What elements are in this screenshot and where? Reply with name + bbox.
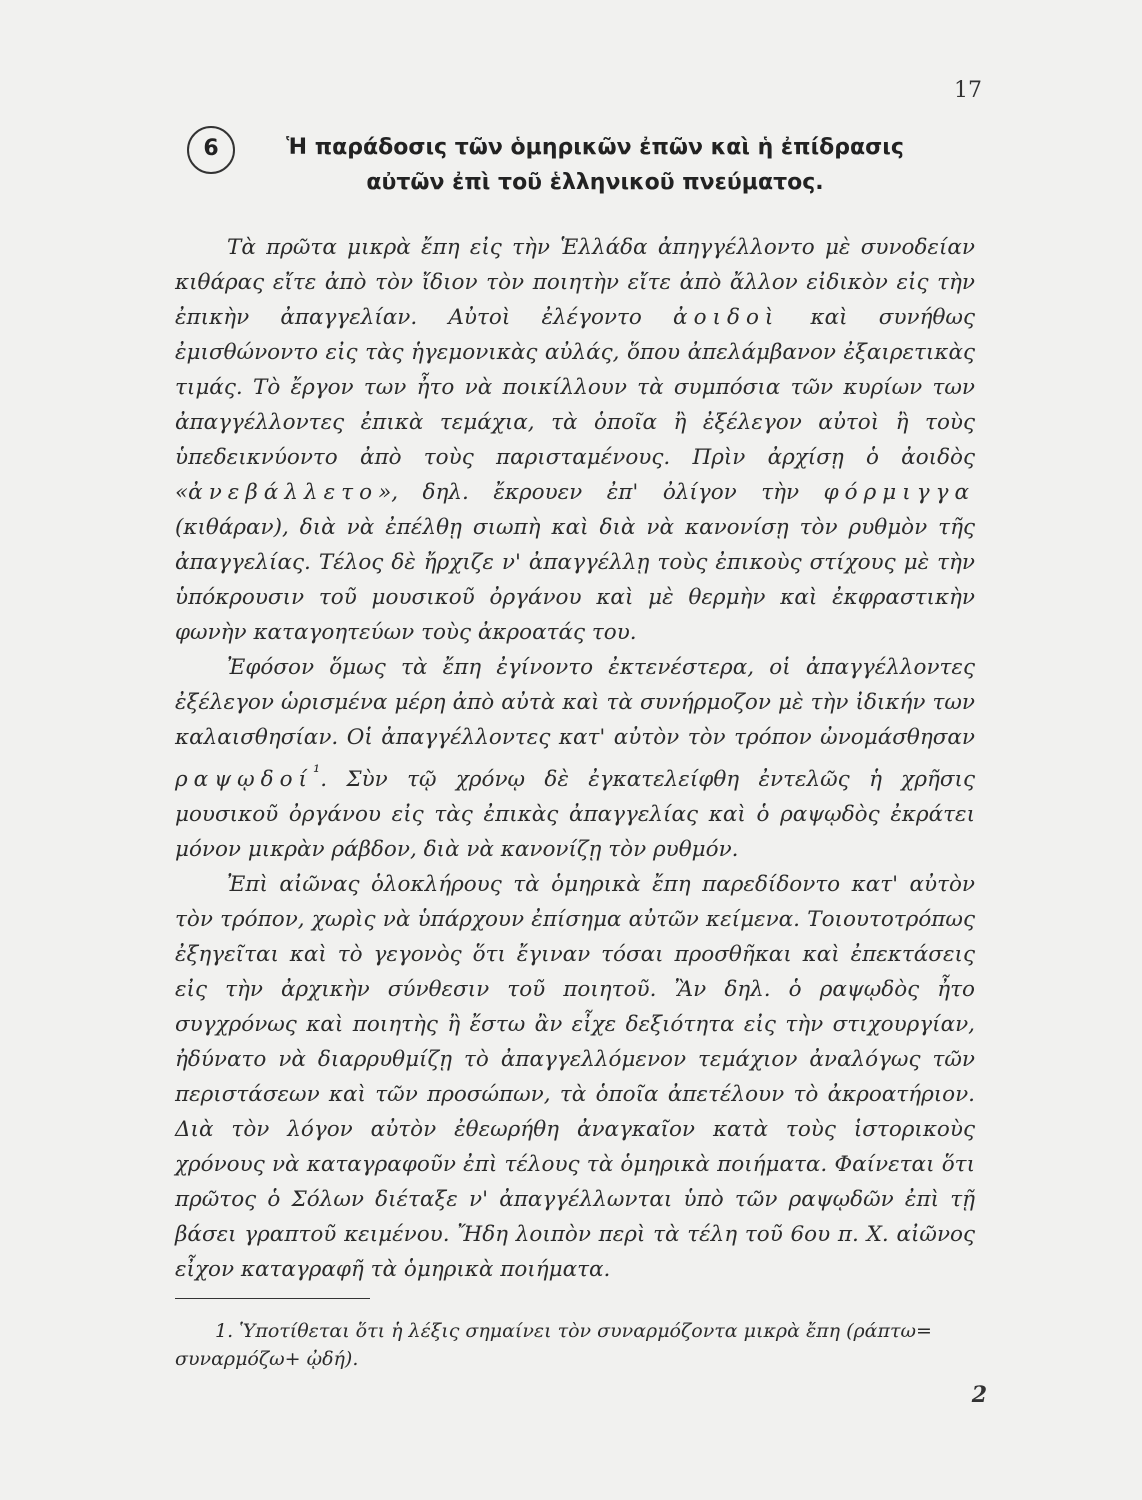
footnote-ref: ¹ — [313, 762, 321, 783]
paragraph-1 — [175, 230, 975, 650]
section-title-line-2: αὐτῶν ἐπὶ τοῦ ἑλληνικοῦ πνεύματος. — [366, 170, 824, 195]
paragraph-2-text-a: Ἐφόσον ὅμως τὰ ἔπη ἐγίνοντο ἐκτενέστερα, οἱ ἀπαγγέλλοντες ἐξέλεγον ὡρισμένα μέρη ἀπὸ αὐτὰ καὶ τὰ συνήρμοζον μὲ τὴν ἰδικήν των καλαισθησίαν. Οἱ ἀπαγγέλλοντες κατ' αὐτὸν τὸν τρόπον ὠνομάσθησαν — [175, 655, 975, 750]
section-title-line-1: Ἡ παράδοσις τῶν ὁμηρικῶν ἐπῶν καὶ ἡ ἐπίδρασις — [286, 135, 904, 160]
term-rhapsodoi: ραψῳδοί — [175, 767, 314, 793]
term-phorminga: φόρμιγγα — [823, 480, 975, 505]
paragraph-2 — [175, 650, 975, 867]
paragraph-1-text-e: », δηλ. ἔκρουεν ἐπ' ὀλίγον τὴν — [378, 480, 824, 505]
footnote — [175, 1317, 975, 1373]
section-title — [215, 130, 975, 200]
footnote-line-2: συναρμόζω+ ᾠδή). — [175, 1348, 359, 1370]
paragraph-1-text-g: (κιθάραν), διὰ νὰ ἐπέλθῃ σιωπὴ καὶ διὰ νὰ κανονίσῃ τὸν ρυθμὸν τῆς ἀπαγγελίας. Τέλος δὲ ἤρχιζε ν' ἀπαγγέλλῃ τοὺς ἐπικοὺς στίχους μὲ τὴν ὑπόκρουσιν τοῦ μουσικοῦ ὀργάνου καὶ μὲ θερμὴν καὶ ἐκφραστικὴν φωνὴν καταγοητεύων τοὺς ἀκροατάς του. — [175, 515, 975, 645]
paragraph-2-text-d: . Σὺν τῷ χρόνῳ δὲ ἐγκατελείφθη ἐντελῶς ἡ χρῆσις μουσικοῦ ὀργάνου εἰς τὰς ἐπικὰς ἀπαγγελίας καὶ ὁ ραψῳδὸς ἐκράτει μόνον μικρὰν ράβδον, διὰ νὰ κανονίζῃ τὸν ρυθμόν. — [175, 767, 975, 863]
paragraph-1-text-a: Τὰ πρῶτα μικρὰ ἔπη εἰς τὴν Ἑλλάδα ἀπηγγέλλοντο μὲ συνοδείαν κιθάρας εἴτε ἀπὸ τὸν ἴδιον τὸν ποιητὴν εἴτε ἀπὸ ἄλλον εἰδικὸν εἰς τὴν ἐπικὴν ἀπαγγελίαν. Αὐτοὶ ἐλέγοντο — [175, 235, 975, 330]
term-aoidoi: ἀοιδοὶ — [673, 305, 780, 330]
body-text — [175, 230, 975, 1287]
page-number: 17 — [954, 78, 982, 103]
section-heading — [203, 130, 975, 200]
footnote-line-1: 1. Ὑποτίθεται ὅτι ἡ λέξις σημαίνει τὸν συναρμόζοντα μικρὰ ἔπη (ράπτω= — [215, 1320, 932, 1342]
paragraph-1-text-c: καὶ συνήθως ἐμισθώνοντο εἰς τὰς ἡγεμονικὰς αὐλάς, ὅπου ἀπελάμβανον ἐξαιρετικὰς τιμάς. Τὸ ἔργον των ἦτο νὰ ποικίλλουν τὰ συμπόσια τῶν κυρίων των ἀπαγγέλλοντες ἐπικὰ τεμάχια, τὰ ὁποῖα ἢ ἐξέλεγον αὐτοὶ ἢ τοὺς ὑπεδεικνύοντο ἀπὸ τοὺς παρισταμένους. Πρὶν ἀρχίσῃ ὁ ἀοιδὸς « — [175, 305, 975, 505]
term-aneballeto: ἀνεβάλλετο — [188, 480, 379, 505]
paragraph-3: Ἐπὶ αἰῶνας ὁλοκλήρους τὰ ὁμηρικὰ ἔπη παρεδίδοντο κατ' αὐτὸν τὸν τρόπον, χωρὶς νὰ ὑπάρχουν ἐπίσημα αὐτῶν κείμενα. Τοιουτοτρόπως ἐξηγεῖται καὶ τὸ γεγονὸς ὅτι ἔγιναν τόσαι προσθῆκαι καὶ ἐπεκτάσεις εἰς τὴν ἀρχικὴν σύνθεσιν τοῦ ποιητοῦ. Ἂν δηλ. ὁ ραψῳδὸς ἦτο συγχρόνως καὶ ποιητὴς ἢ ἔστω ἂν εἶχε δεξιότητα εἰς τὴν στιχουργίαν, ἠδύνατο νὰ διαρρυθμίζῃ τὸ ἀπαγγελλόμενον τεμάχιον ἀναλόγως τῶν περιστάσεων καὶ τῶν προσώπων, τὰ ὁποῖα ἀπετέλουν τὸ ἀκροατήριον. Διὰ τὸν λόγον αὐτὸν ἐθεωρήθη ἀναγκαῖον κατὰ τοὺς ἱστορικοὺς χρόνους νὰ καταγραφοῦν ἐπὶ τέλους τὰ ὁμηρικὰ ποιήματα. Φαίνεται ὅτι πρῶτος ὁ Σόλων διέταξε ν' ἀπαγγέλλωνται ὑπὸ τῶν ραψῳδῶν ἐπὶ τῇ βάσει γραπτοῦ κειμένου. Ἤδη λοιπὸν περὶ τὰ τέλη τοῦ 6ου π. Χ. αἰῶνος εἶχον καταγραφῆ τὰ ὁμηρικὰ ποιήματα. — [175, 872, 975, 1283]
footnote-rule — [175, 1298, 370, 1299]
section-number-circle: 6 — [187, 126, 235, 174]
signature-mark: 2 — [971, 1382, 987, 1408]
